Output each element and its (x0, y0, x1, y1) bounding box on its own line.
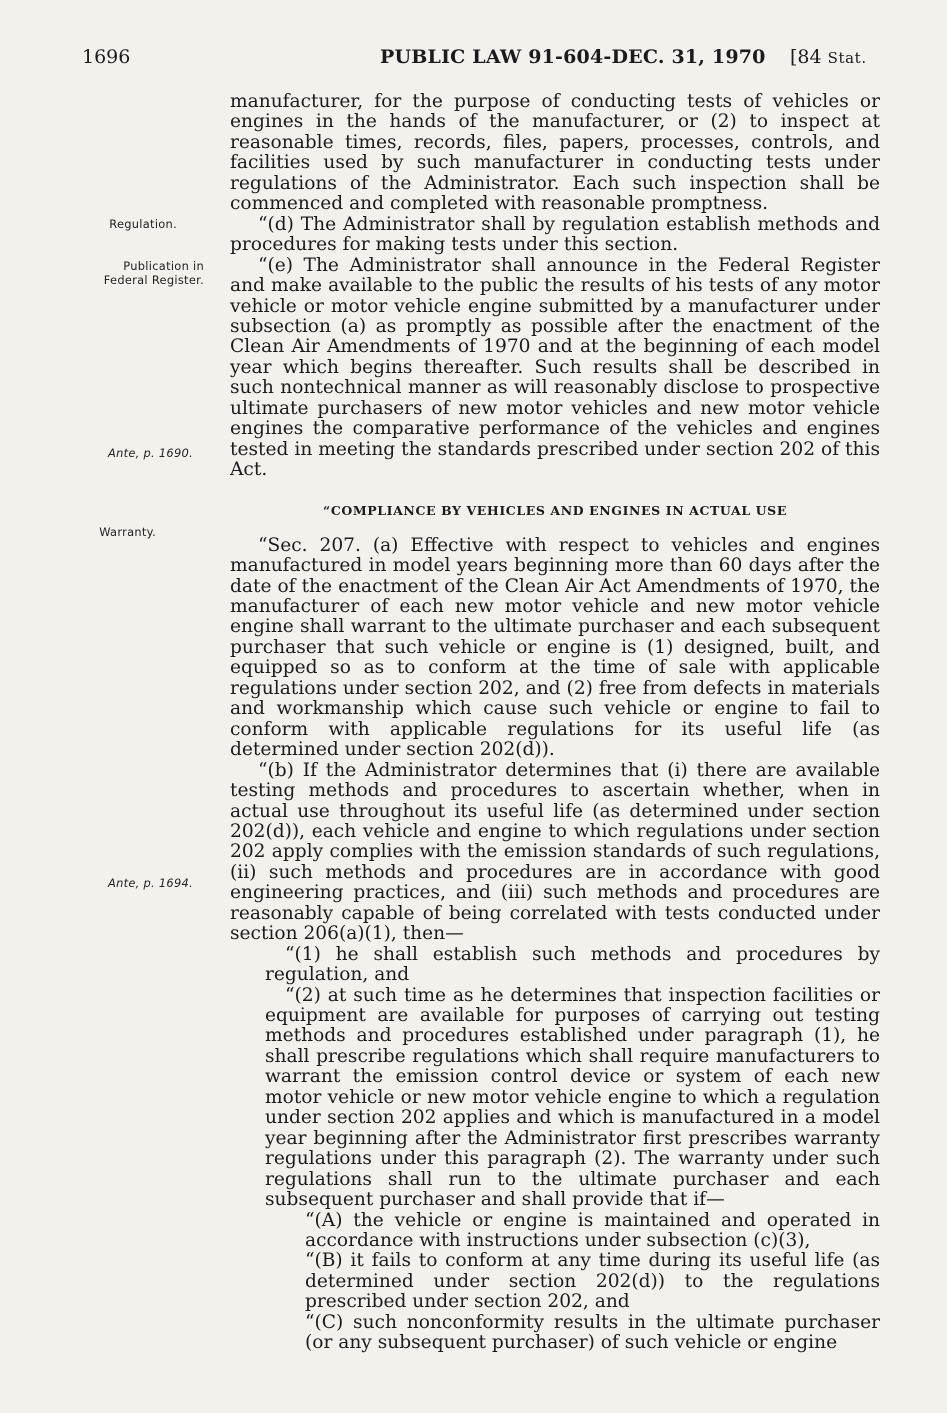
page-number: 1696 (82, 46, 131, 68)
body-text (230, 92, 880, 1354)
clause-c: “(C) such nonconformity results in the ultimate purchaser (or any subsequent purchaser) of such vehicle or engine (305, 1311, 880, 1354)
paragraph-e: “(e) The Administrator shall announce in the Federal Register and make available to the public the results of his tests of any motor vehicle or motor vehicle engine submitted by a manufacturer under subsection (a) as promptly as possible after the enactment of the Clean Air Amendments of 1970 and at the beginning of each model year which begins thereafter. Such results shall be described in such nontechnical manner as will reasonably disclose to prospective ultimate purchasers of new motor vehicles and new motor vehicle engines the comparative performance of the vehicles and engines tested in meeting the standards prescribed under section 202 of this Act. (230, 254, 880, 481)
margin-note-ante-1694: Ante, p. 1694. (107, 876, 193, 890)
paragraph-b-2: “(2) at such time as he determines that inspection facilities or equipment are available for purposes of carrying out testing methods and procedures established under paragraph (1), he shall prescribe regulations which shall require manufacturers to warrant the emission control device or system of each new motor vehicle or new motor vehicle engine to which a regulation under section 202 applies and which is manufactured in a model year beginning after the Administrator first prescribes warranty regulations under this paragraph (2). The warranty under such regulations shall run to the ultimate purchaser and each subsequent purchaser and shall provide that if— (265, 984, 880, 1211)
clause-b: “(B) it fails to conform at any time during its useful life (as determined under section 202(d)) to the regulations prescribed under section 202, and (305, 1250, 880, 1313)
paragraph-b-1: “(1) he shall establish such methods and procedures by regulation, and (265, 943, 880, 986)
statute-label: Stat. (827, 49, 867, 67)
paragraph-continuation: manufacturer, for the purpose of conducting tests of vehicles or engines in the hands of the manufacturer, or (2) to inspect at reasonable times, records, files, papers, processes, controls, and facilities used by such manufacturer in conducting tests under regulations of the Administrator. Each such inspection shall be commenced and completed with reasonable promptness. (230, 91, 880, 215)
running-title: PUBLIC LAW 91-604-DEC. 31, 1970 (380, 46, 766, 68)
statute-reference (790, 46, 867, 68)
statute-volume: [84 (790, 46, 828, 68)
paragraph-sec-207-a: “Sec. 207. (a) Effective with respect to vehicles and engines manufactured in model years beginning more than 60 days after the date of the enactment of the Clean Air Act Amendments of 1970, the manufacturer of each new motor vehicle and new motor vehicle engine shall warrant to the ultimate purchaser and each subsequent purchaser that such vehicle or engine is (1) designed, built, and equipped so as to conform at the time of sale with applicable regulations under section 202, and (2) free from defects in materials and workmanship which cause such vehicle or engine to fail to conform with applicable regulations for its useful life (as determined under section 202(d)). (230, 534, 880, 761)
margin-note-ante-1690: Ante, p. 1690. (107, 446, 193, 460)
section-heading: “COMPLIANCE BY VEHICLES AND ENGINES IN ACTUAL USE (323, 502, 787, 518)
paragraph-b: “(b) If the Administrator determines that (i) there are available testing methods and procedures to ascertain whether, when in actual use throughout its useful life (as determined under section 202(d)), each vehicle and engine to which regulations under section 202 apply complies with the emission standards of such regulations, (ii) such methods and procedures are in accordance with good engineering practices, and (iii) such methods and procedures are reasonably capable of being correlated with tests conducted under section 206(a)(1), then— (230, 759, 880, 945)
margin-note-warranty: Warranty. (99, 525, 156, 539)
margin-note-federal-register: Publication in Federal Register. (103, 259, 204, 287)
margin-note-regulation: Regulation. (109, 217, 177, 231)
paragraph-d: “(d) The Administrator shall by regulation establish methods and procedures for making tests under this section. (230, 213, 880, 256)
clause-a: “(A) the vehicle or engine is maintained and operated in accordance with instructions under subsection (c)(3), (305, 1209, 880, 1252)
